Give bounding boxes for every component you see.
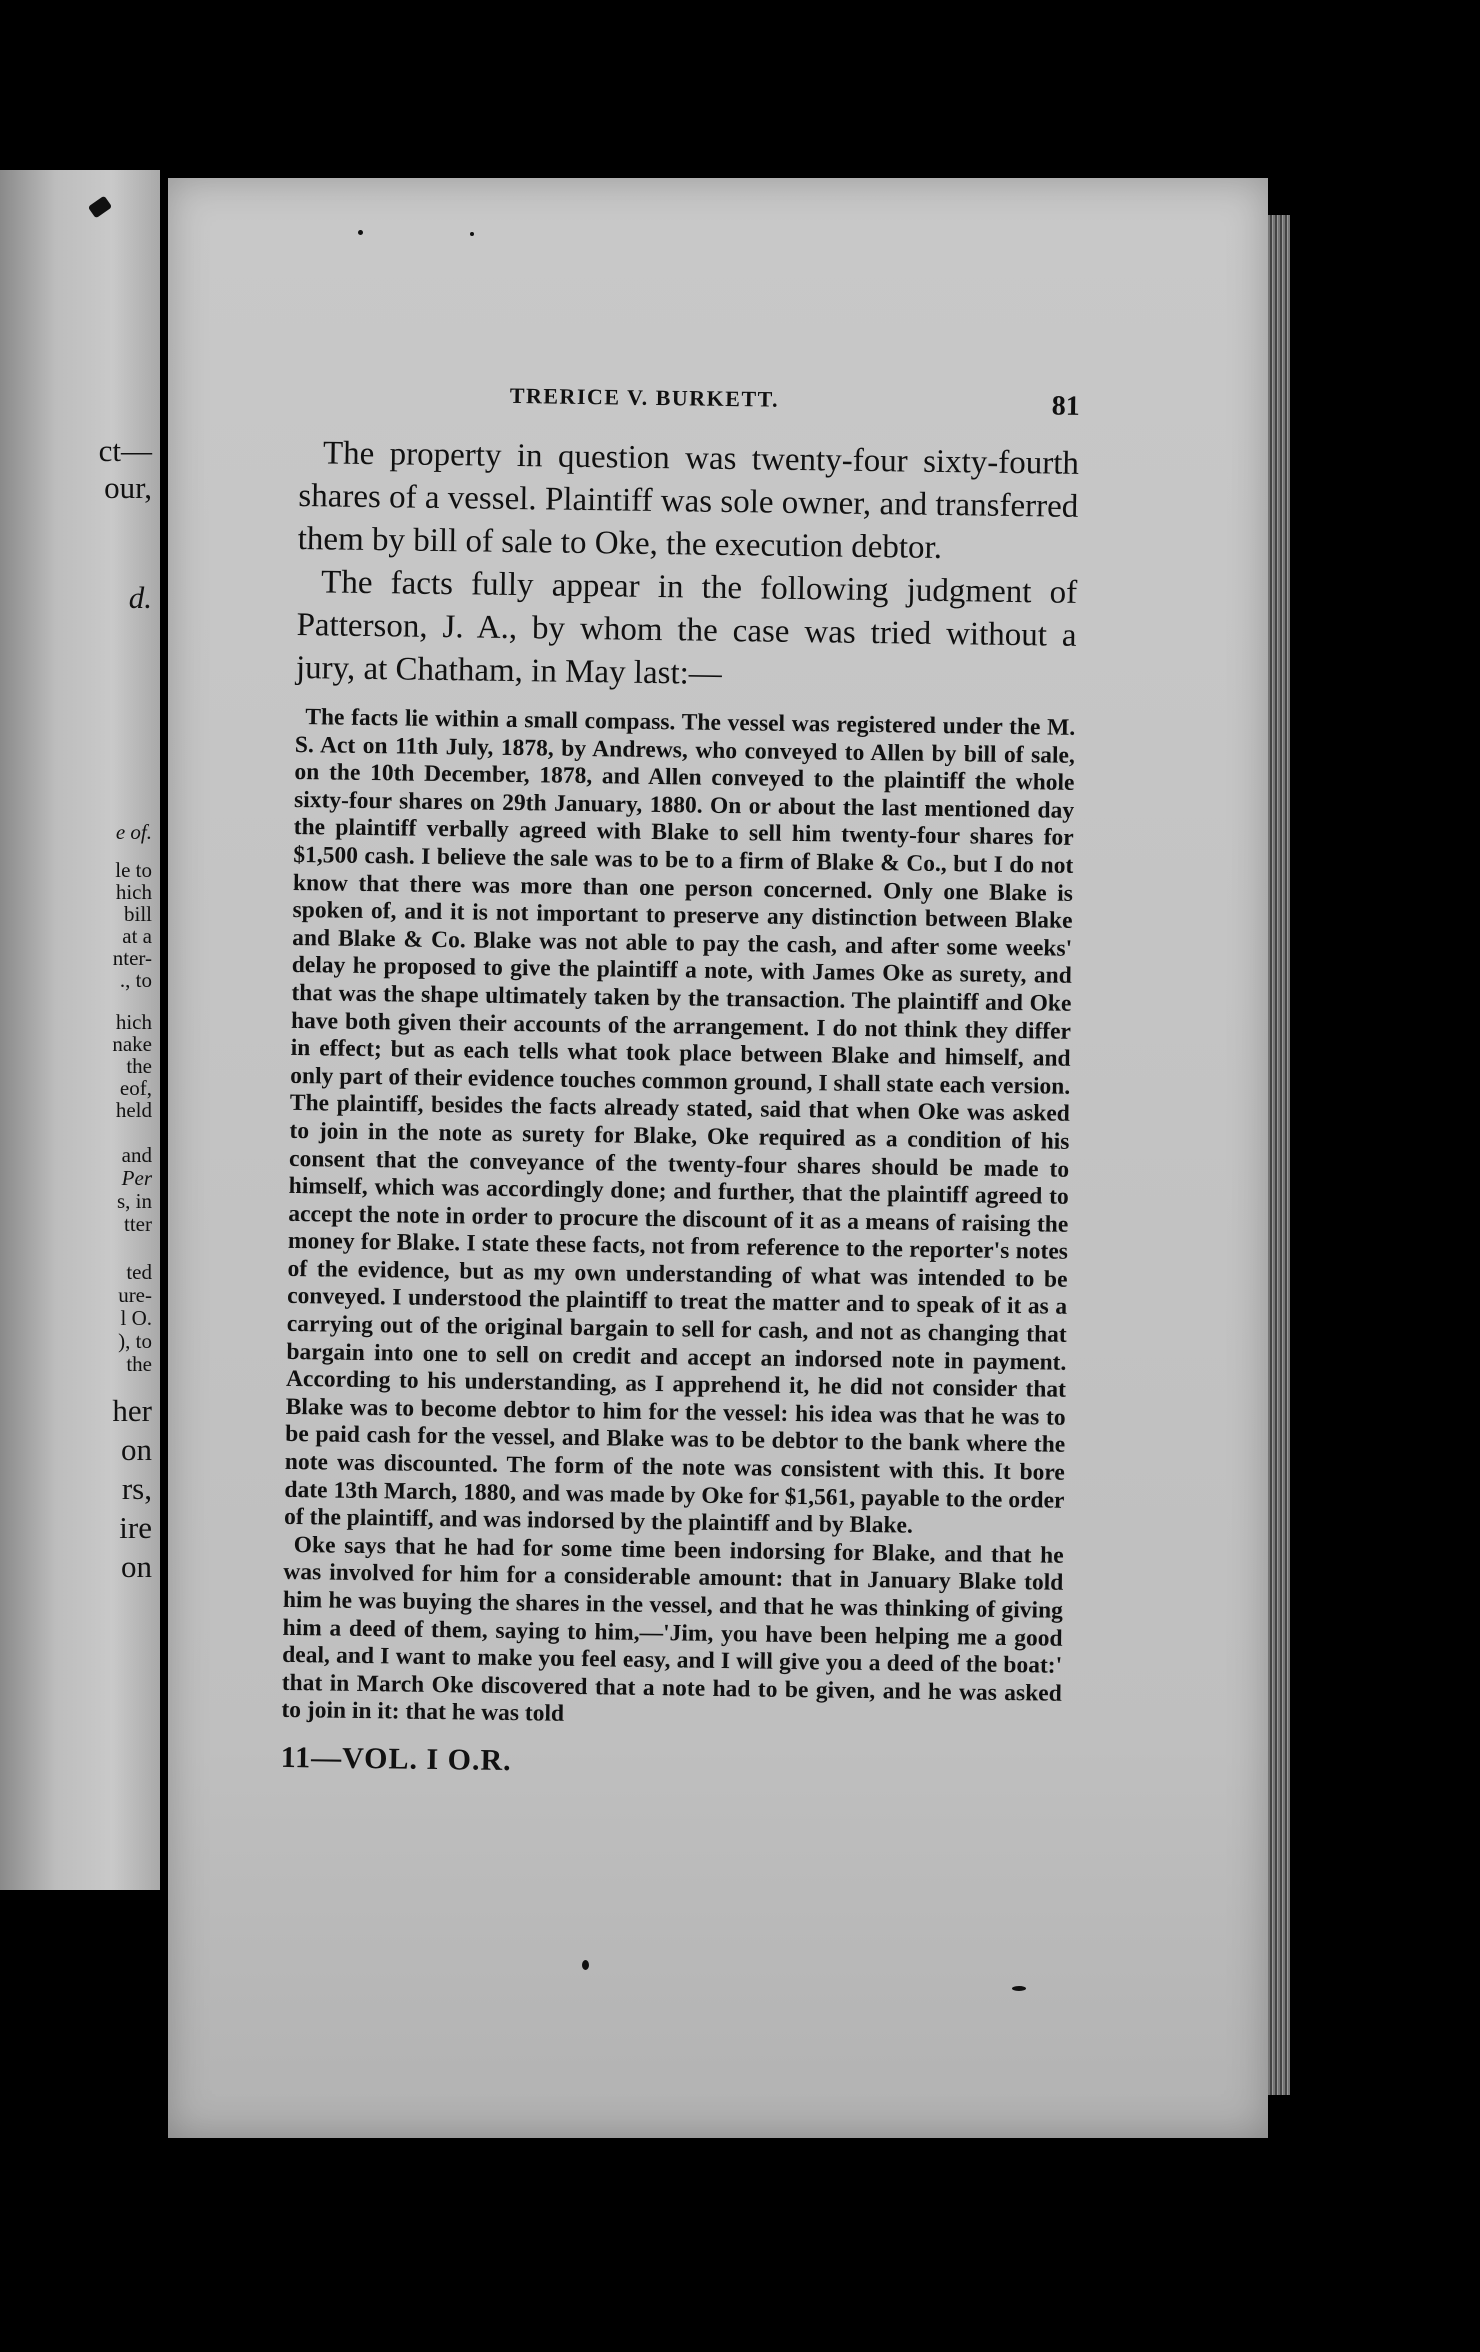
left-page-fragment: nter- (112, 946, 152, 970)
left-page-fragment: l O. (120, 1306, 152, 1330)
left-page-fragment: e of. (115, 820, 152, 844)
page-text-block (281, 380, 1080, 1786)
left-page-fragment: le to (115, 858, 152, 882)
volume-signature: 11—VOL. I O.R. (280, 1740, 512, 1778)
left-page-fragment: ., to (119, 968, 152, 992)
left-page-fragment: tter (124, 1212, 152, 1236)
left-page-strip (0, 170, 160, 1890)
left-page-fragment: Per (121, 1166, 152, 1190)
left-page-fragment: the (126, 1352, 152, 1376)
left-page-fragment: hich (115, 1010, 152, 1034)
page-edge-stack (1268, 215, 1290, 2095)
left-page-fragment: hich (115, 880, 152, 904)
left-page-fragment: ire (119, 1510, 152, 1545)
case-introduction (296, 432, 1080, 701)
running-head: TRERICE V. BURKETT. (509, 382, 780, 412)
scan-speck (1012, 1986, 1026, 1991)
left-page-fragment: on (121, 1549, 152, 1584)
left-page-fragment: ure- (118, 1283, 152, 1307)
left-page-fragment: ted (126, 1260, 152, 1284)
left-page-fragment: on (121, 1432, 152, 1467)
intro-paragraph: The property in question was twenty-four sixty-fourth shares of a vessel. Plaintiff was sole owner, and transferred them by bill of sale to Oke, the execution debtor. (297, 435, 1080, 566)
left-page-fragment: our, (104, 470, 152, 505)
left-page-fragment: held (115, 1098, 152, 1122)
left-page-fragment: s, in (116, 1189, 152, 1213)
left-page-fragment: the (126, 1054, 152, 1078)
page-number: 81 (1051, 390, 1080, 422)
scan-speck (358, 230, 363, 235)
left-page-fragment: ), to (118, 1329, 152, 1353)
judgment-paragraph: Oke says that he had for some time been indorsing for Blake, and that he was involved for him for a considerable amount: that in January Blake told him he was buying the shares in the vessel, and that he was thinking of giving him a deed of them, saying to him,—'Jim, you have been helping me a good deal, and I want to make you feel easy, and I will give you a deed of the boat:' that in March Oke discovered that a note had to be given, and he was asked to join in it: that he was told (281, 1531, 1064, 1728)
left-page-fragment: ct— (98, 433, 152, 468)
judgment-paragraph: The facts lie within a small compass. The vessel was registered under the M. S. Act on 11th July, 1878, by Andrews, who conveyed to Allen by bill of sale, on the 10th December, 1878, and Allen conveyed to the plaintiff the whole sixty-four shares on 29th January, 1880. On or about the last mentioned day the plaintiff verbally agreed with Blake to sell him twenty-four shares for $1,500 cash. I believe the sale was to be to a firm of Blake & Co., but I do not know that there was more than one person concerned. Only one Blake is spoken of, and it is not important to preserve any distinction between Blake and Blake & Co. Blake was not able to pay the cash, and after some weeks' delay he proposed to give the plaintiff a note, with James Oke as surety, and that was the shape ultimately taken by the transaction. The plaintiff and Oke have both given their accounts of the arrangement. I do not think they differ in effect; but as each tells what took place between Blake and himself, and only part of their evidence touches common ground, I shall state each version. The plaintiff, besides the facts already stated, said that when Oke was asked to join in the note as surety for Blake, Oke required as a condition of his consent that the conveyance of the twenty-four shares should be made to himself, which was accordingly done; and further, that the plaintiff agreed to accept the note in order to procure the discount of it as a means of raising the money for Blake. I state these facts, not from reference to the reporter's notes of the evidence, but as my own understanding of what was intended to be conveyed. I understood the plaintiff to treat the matter and to speak of it as a carrying out of the original bargain to sell for cash, and not as changing that bargain into one to sell on credit and accept an indorsed note in payment. According to his understanding, as I apprehend it, he did not consider that Blake was to become debtor to him for the vessel: his idea was that he was to be paid cash for the vessel, and Blake was to be debtor to the bank where the note was discounted. The form of the note was consistent with this. It bore date 13th March, 1880, and was made by Oke for $1,561, payable to the order of the plaintiff, and was indorsed by the plaintiff and by Blake. (283, 704, 1076, 1539)
left-page-fragment: rs, (121, 1471, 152, 1506)
left-page-fragment: bill (123, 902, 152, 926)
scan-speck (582, 1960, 589, 1970)
ink-mark (88, 196, 112, 219)
left-page-fragment: her (112, 1393, 152, 1428)
left-page-fragment: and (121, 1143, 152, 1167)
scan-speck (470, 232, 474, 236)
intro-paragraph: The facts fully appear in the following judgment of Patterson, J. A., by whom the case was tried without a jury, at Chatham, in May last:— (295, 564, 1078, 692)
left-page-fragment: at a (122, 924, 152, 948)
judgment-text (281, 704, 1075, 1736)
left-page-fragment: nake (112, 1032, 152, 1056)
left-page-fragment: eof, (119, 1076, 152, 1100)
left-page-fragment: d. (128, 580, 152, 615)
